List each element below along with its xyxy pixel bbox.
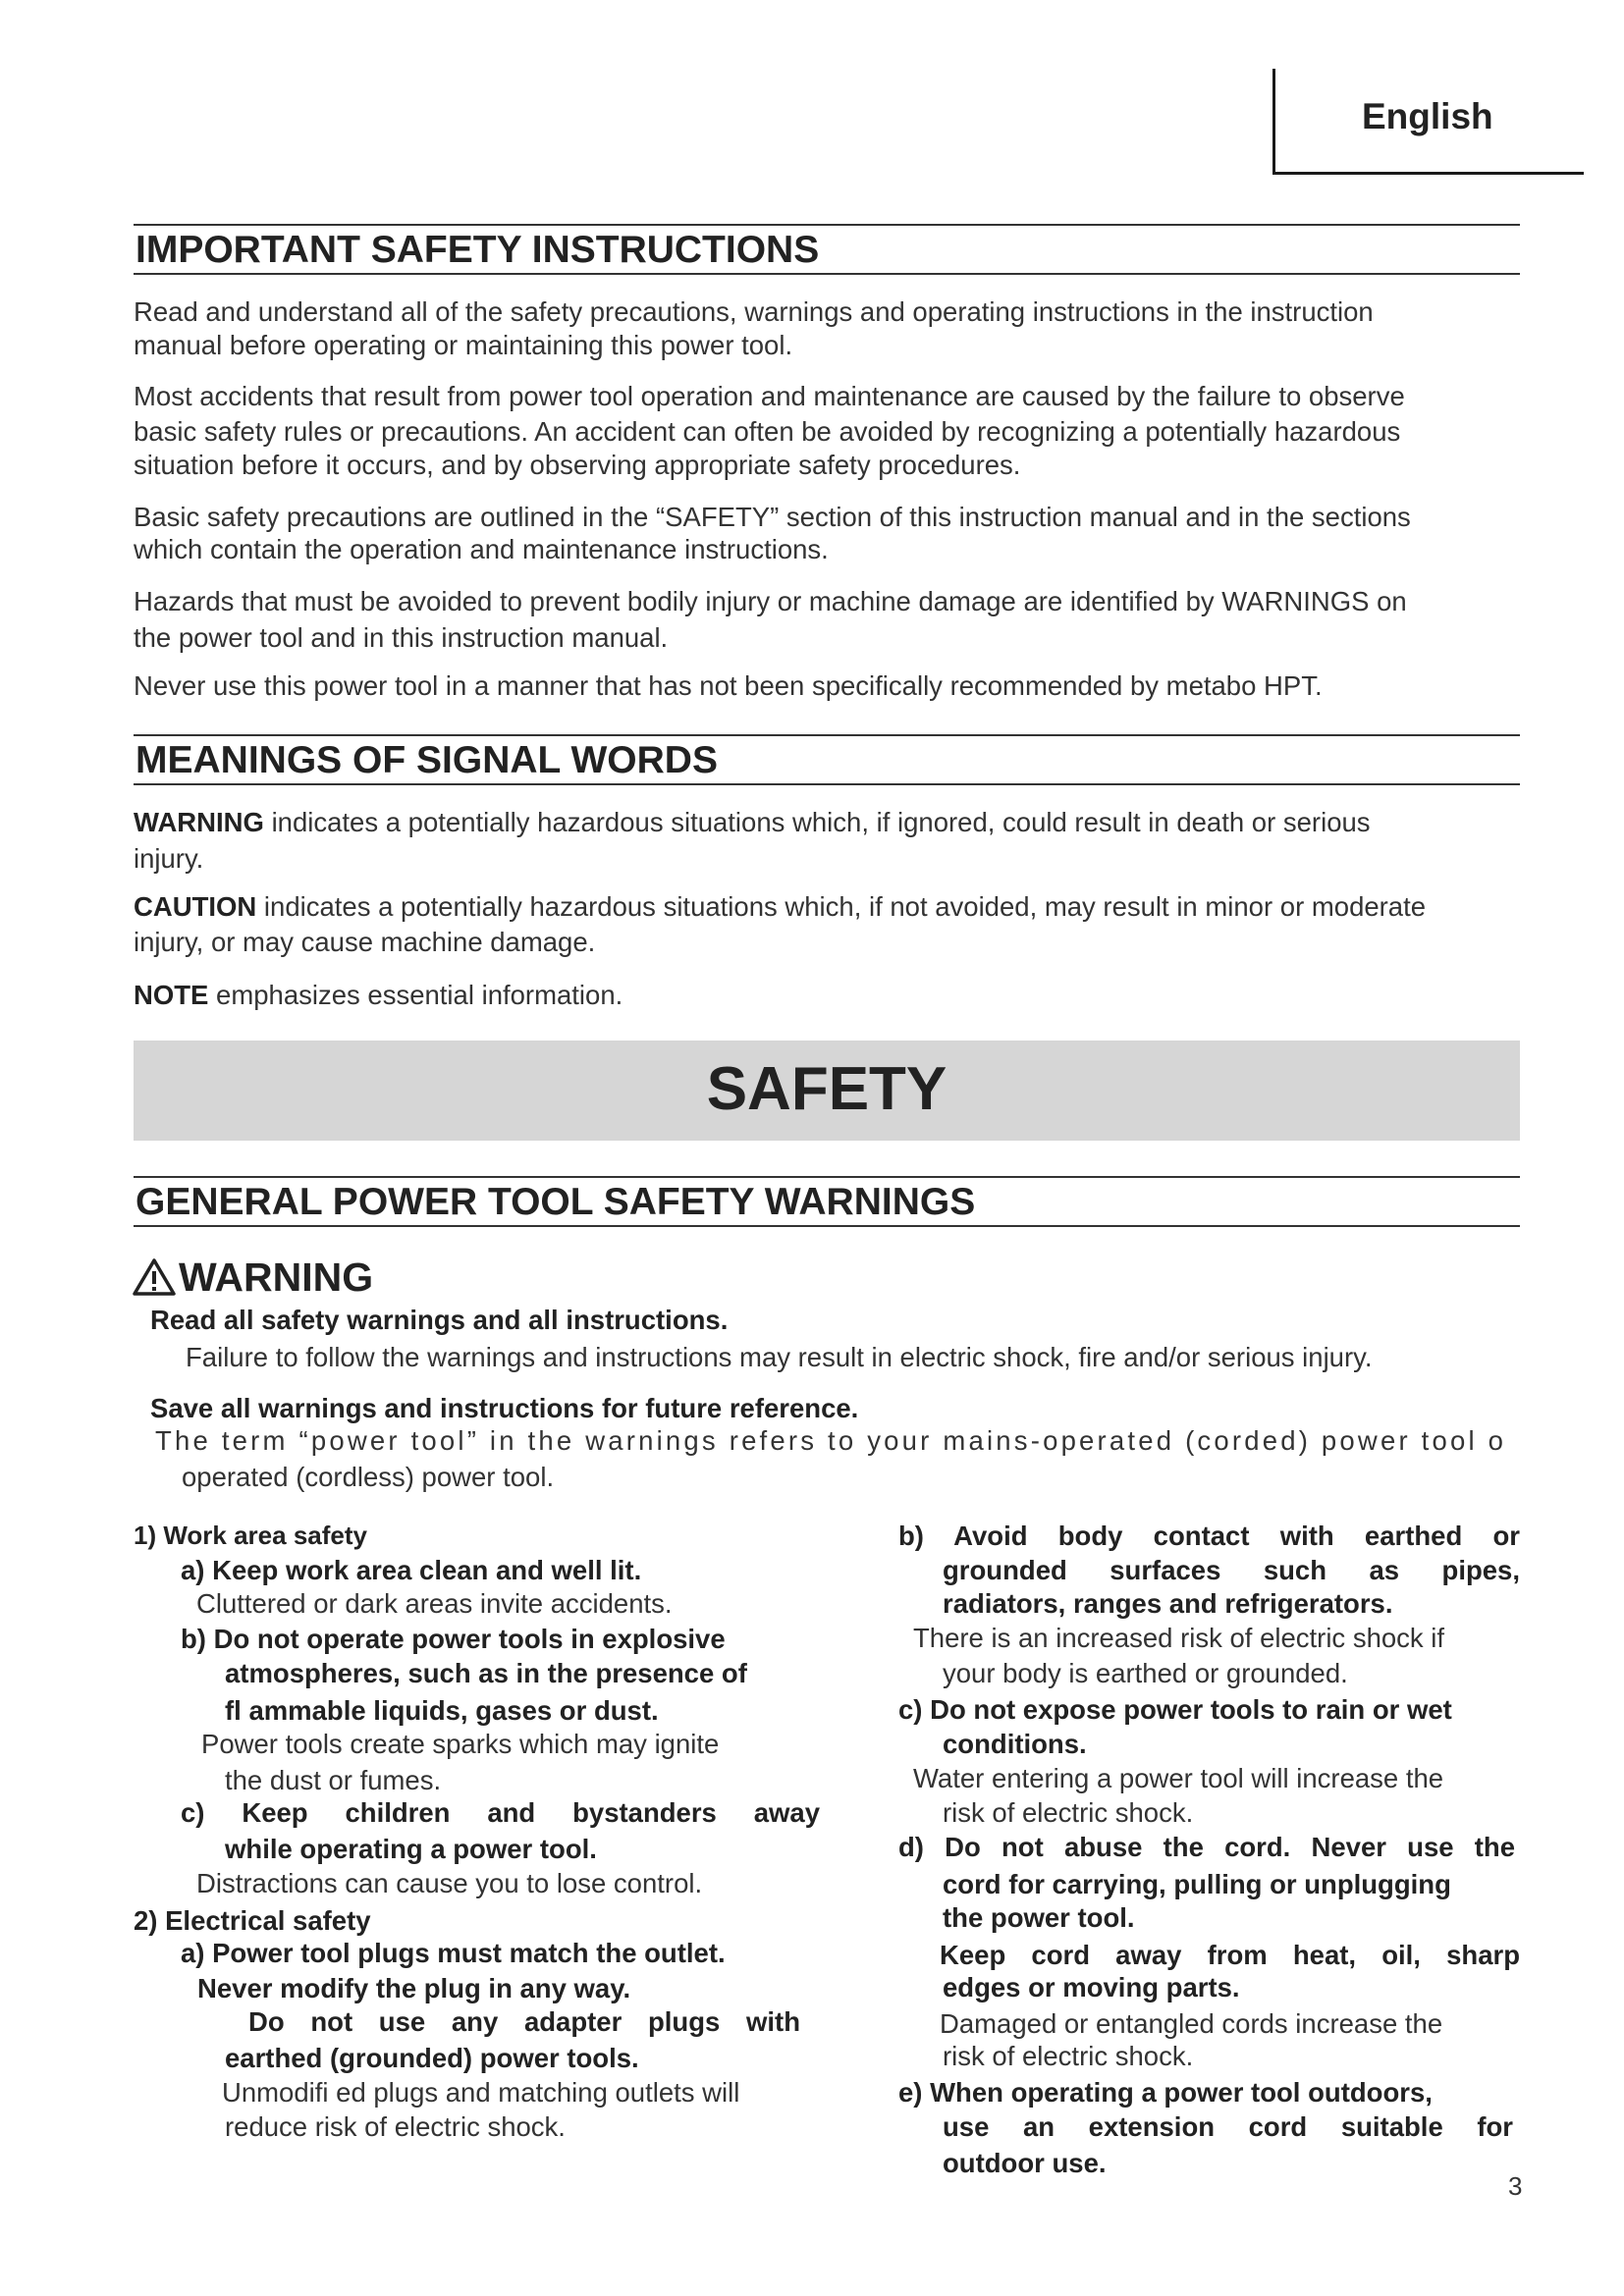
list-heading-electrical: 2) Electrical safety [134,1905,371,1936]
paragraph-line: injury, or may cause machine damage. [134,927,596,957]
list-item-text: Distractions can cause you to lose control. [196,1868,703,1898]
list-item: b) Do not operate power tools in explosive [181,1624,726,1654]
section-title: IMPORTANT SAFETY INSTRUCTIONS [135,229,820,271]
list-item-text: the dust or fumes. [225,1765,442,1795]
list-item-text: Power tools create sparks which may ignite [201,1729,720,1759]
list-item: Do not use any adapter plugs with [248,2006,800,2037]
list-item: use an extension cord suitable for [943,2111,1513,2142]
term-line: The term “power tool” in the warnings refers to your mains-operated (corded) power tool o [155,1425,1507,1456]
list-item: atmospheres, such as in the presence of [225,1658,747,1688]
signal-note-text: emphasizes essential information. [216,980,623,1010]
signal-word-note: NOTE [134,980,209,1010]
paragraph-line: Hazards that must be avoided to prevent bodily injury or machine damage are identified by WARNINGS on [134,586,1407,616]
failure-line: Failure to follow the warnings and instructions may result in electric shock, fire and/or serious injury. [186,1342,1373,1372]
list-item: c) Do not expose power tools to rain or wet [898,1694,1452,1725]
list-item-text: Cluttered or dark areas invite accidents. [196,1588,673,1619]
paragraph-line: which contain the operation and maintenance instructions. [134,534,829,564]
save-all-line: Save all warnings and instructions for future reference. [150,1393,859,1423]
signal-warning-line [134,806,1371,839]
signal-caution-line [134,890,1426,924]
language-tab [1272,69,1584,175]
list-item: outdoor use. [943,2148,1107,2178]
list-item: earthed (grounded) power tools. [225,2043,639,2073]
list-item-text: reduce risk of electric shock. [225,2111,566,2142]
list-item: edges or moving parts. [943,1972,1240,2002]
safety-banner-title: SAFETY [706,1055,947,1123]
signal-warning-text: indicates a potentially hazardous situations which, if ignored, could result in death or serious [271,807,1371,837]
list-item-text: Water entering a power tool will increase the [913,1763,1444,1793]
list-item: Never modify the plug in any way. [197,1973,631,2003]
safety-banner [134,1041,1520,1141]
list-item-text: Damaged or entangled cords increase the [940,2008,1443,2039]
list-item: radiators, ranges and refrigerators. [943,1588,1393,1619]
list-item-text: Unmodifi ed plugs and matching outlets will [222,2077,740,2108]
list-item: a) Keep work area clean and well lit. [181,1555,642,1585]
section-header-general-warnings [134,1176,1520,1227]
signal-note-line [134,979,623,1012]
list-item: the power tool. [943,1902,1135,1933]
warning-label: WARNING [179,1254,374,1300]
section-title: MEANINGS OF SIGNAL WORDS [135,739,718,781]
paragraph-line: manual before operating or maintaining this power tool. [134,330,793,360]
read-all-line: Read all safety warnings and all instructions. [150,1305,729,1335]
list-item: Keep cord away from heat, oil, sharp [940,1940,1520,1970]
paragraph-line: Never use this power tool in a manner that has not been specifically recommended by metabo HPT. [134,670,1323,701]
section-title: GENERAL POWER TOOL SAFETY WARNINGS [135,1181,976,1223]
list-item: e) When operating a power tool outdoors, [898,2077,1433,2108]
term-line-2: operated (cordless) power tool. [182,1462,555,1492]
paragraph-line: Read and understand all of the safety precautions, warnings and operating instructions in the instruction [134,296,1374,327]
list-item: d) Do not abuse the cord. Never use the [898,1832,1515,1862]
section-header-important-safety [134,224,1520,275]
warning-triangle-icon [132,1257,177,1297]
signal-word-caution: CAUTION [134,891,257,922]
list-item: grounded surfaces such as pipes, [943,1555,1520,1585]
signal-word-warning: WARNING [134,807,264,837]
warning-heading [132,1253,373,1302]
list-item-text: risk of electric shock. [943,1797,1194,1828]
page-number: 3 [1508,2171,1523,2201]
list-heading-work-area: 1) Work area safety [134,1521,367,1550]
section-header-signal-words [134,734,1520,785]
paragraph-line: the power tool and in this instruction manual. [134,622,669,653]
list-item-text: risk of electric shock. [943,2041,1194,2071]
paragraph-line: situation before it occurs, and by observing appropriate safety procedures. [134,450,1021,480]
list-item: a) Power tool plugs must match the outlet. [181,1938,726,1968]
list-item: b) Avoid body contact with earthed or [898,1521,1520,1551]
paragraph-line: basic safety rules or precautions. An accident can often be avoided by recognizing a potentially hazardous [134,416,1401,447]
list-item-text: There is an increased risk of electric shock if [913,1623,1445,1653]
paragraph-line: injury. [134,843,204,874]
list-item: fl ammable liquids, gases or dust. [225,1695,659,1726]
paragraph-line: Most accidents that result from power tool operation and maintenance are caused by the failure to observe [134,381,1405,411]
signal-caution-text: indicates a potentially hazardous situations which, if not avoided, may result in minor or moderate [263,891,1427,922]
language-label: English [1362,96,1493,136]
list-item-text: your body is earthed or grounded. [943,1658,1348,1688]
list-item: cord for carrying, pulling or unplugging [943,1869,1451,1899]
list-item: conditions. [943,1729,1087,1759]
paragraph-line: Basic safety precautions are outlined in the “SAFETY” section of this instruction manual and in the sections [134,502,1411,532]
list-item: c) Keep children and bystanders away [181,1797,820,1828]
list-item: while operating a power tool. [225,1834,597,1864]
